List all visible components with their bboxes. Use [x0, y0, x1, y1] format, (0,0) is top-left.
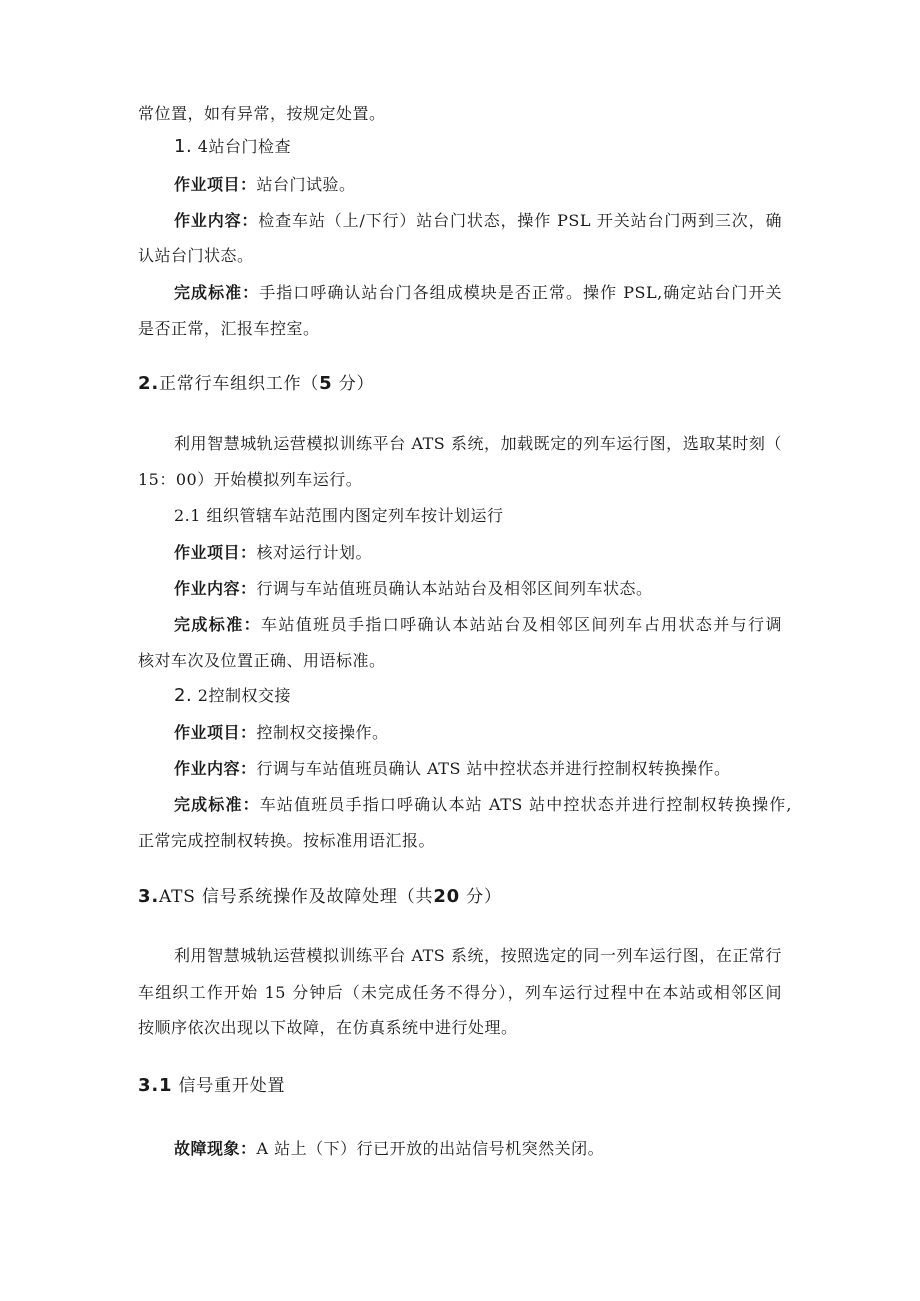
field-label: 完成标准： — [174, 795, 260, 814]
field-label: 作业内容： — [174, 211, 259, 230]
section-title: 2控制权交接 — [192, 686, 291, 705]
section-3-heading — [138, 886, 502, 908]
section-1-4-heading — [174, 136, 291, 158]
standard-row — [174, 282, 782, 304]
section-title: 4站台门检查 — [192, 137, 291, 156]
section-number: 3.1 — [138, 1075, 173, 1096]
field-label: 作业项目： — [174, 723, 257, 742]
paragraph-line: 认站台门状态。 — [138, 246, 254, 265]
section-score: 5 — [319, 373, 333, 394]
field-label: 故障现象： — [174, 1139, 257, 1158]
section-score: 20 — [433, 886, 460, 907]
work-item-row — [174, 542, 372, 564]
work-item-row — [174, 722, 389, 744]
section-3-1-heading — [138, 1075, 285, 1097]
paragraph-line: 正常完成控制权转换。按标准用语汇报。 — [138, 831, 436, 850]
field-label: 完成标准： — [174, 615, 261, 634]
paragraph-line: 按顺序依次出现以下故障，在仿真系统中进行处理。 — [138, 1018, 518, 1037]
work-content-row — [174, 578, 653, 600]
field-value: 手指口呼确认站台门各组成模块是否正常。操作 PSL,确定站台门开关 — [259, 283, 782, 302]
section-title: ATS 信号系统操作及故障处理（共 — [158, 887, 434, 907]
section-title-tail: 分） — [332, 374, 375, 394]
field-value: 行调与车站值班员确认 ATS 站中控状态并进行控制权转换操作。 — [256, 759, 731, 778]
paragraph-line: 利用智慧城轨运营模拟训练平台 ATS 系统，按照选定的同一列车运行图，在正常行 — [174, 946, 782, 965]
paragraph-line: 常位置，如有异常，按规定处置。 — [138, 104, 386, 123]
field-value: 检查车站（上/下行）站台门状态，操作 PSL 开关站台门两到三次，确 — [258, 211, 782, 230]
work-content-row — [174, 210, 782, 232]
paragraph-line: 核对车次及位置正确、用语标准。 — [138, 651, 386, 670]
section-2-heading — [138, 373, 374, 395]
work-content-row — [174, 758, 731, 780]
work-item-row — [174, 174, 356, 196]
section-title: 信号重开处置 — [172, 1076, 286, 1096]
section-number: 3. — [138, 886, 159, 907]
section-2-1-heading: 2.1 组织管辖车站范围内图定列车按计划运行 — [174, 506, 504, 525]
field-value: 站台门试验。 — [256, 175, 356, 194]
fault-row — [174, 1138, 604, 1160]
field-value: 核对运行计划。 — [256, 543, 373, 562]
field-label: 作业内容： — [174, 759, 257, 778]
field-label: 作业内容： — [174, 579, 257, 598]
section-title: 正常行车组织工作（ — [158, 374, 320, 394]
paragraph-line: 车组织工作开始 15 分钟后（未完成任务不得分），列车运行过程中在本站或相邻区间 — [138, 983, 782, 1002]
section-2-2-heading — [174, 685, 291, 707]
field-value: 车站值班员手指口呼确认本站 ATS 站中控状态并进行控制权转换操作, — [259, 795, 792, 814]
field-value: 车站值班员手指口呼确认本站站台及相邻区间列车占用状态并与行调 — [260, 615, 782, 634]
field-label: 作业项目： — [174, 543, 257, 562]
paragraph-line: 利用智慧城轨运营模拟训练平台 ATS 系统，加载既定的列车运行图，选取某时刻（ — [174, 434, 782, 453]
field-label: 作业项目： — [174, 175, 257, 194]
standard-row — [174, 794, 792, 816]
section-title-tail: 分） — [459, 887, 502, 907]
field-value: 行调与车站值班员确认本站站台及相邻区间列车状态。 — [256, 579, 653, 598]
paragraph-line: 15：00）开始模拟列车运行。 — [138, 470, 363, 489]
paragraph-line: 是否正常，汇报车控室。 — [138, 319, 320, 338]
standard-row — [174, 614, 782, 636]
field-value: A 站上（下）行已开放的出站信号机突然关闭。 — [256, 1139, 605, 1158]
section-number: 1. — [174, 136, 193, 157]
field-value: 控制权交接操作。 — [256, 723, 389, 742]
section-number: 2. — [138, 373, 159, 394]
section-number: 2. — [174, 685, 193, 706]
field-label: 完成标准： — [174, 283, 260, 302]
